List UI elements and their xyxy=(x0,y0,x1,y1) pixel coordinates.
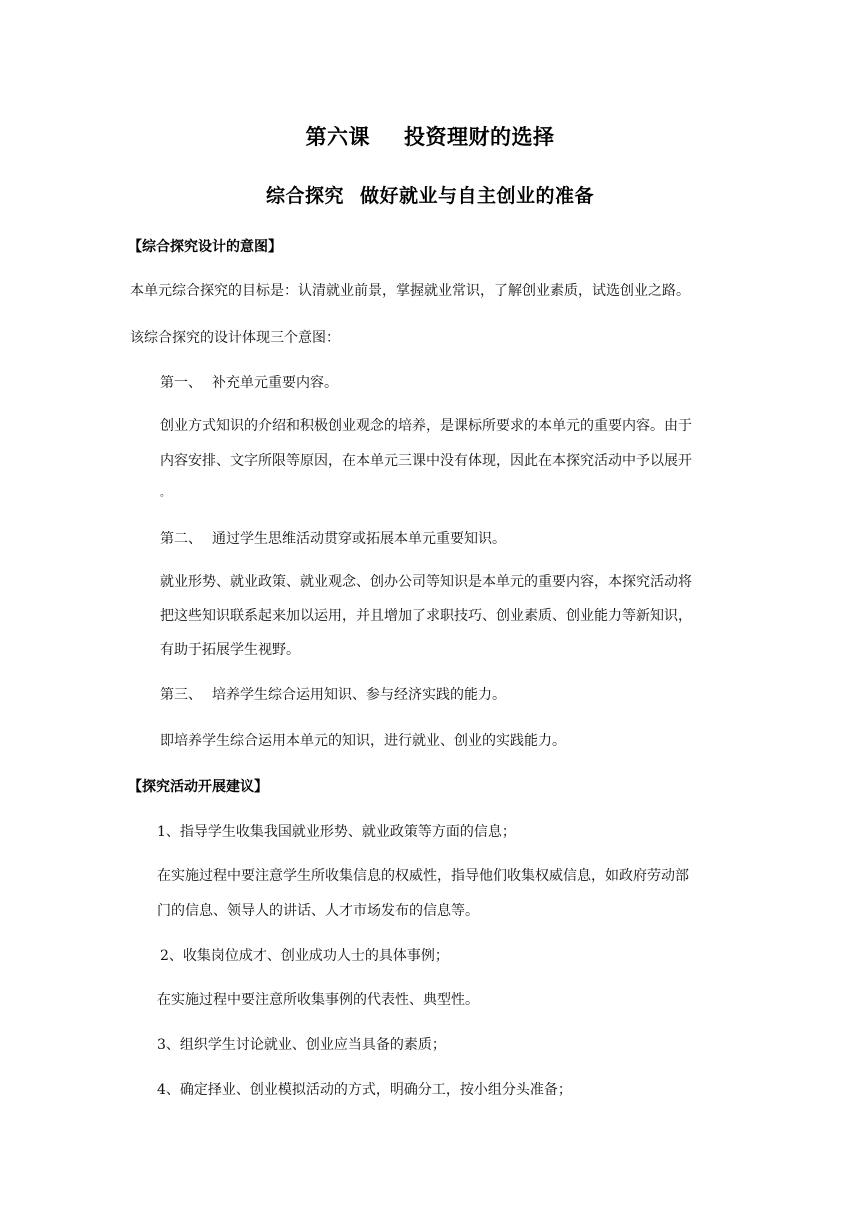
subtitle-label: 综合探究 xyxy=(265,185,344,207)
lesson-title-number: 第六课 xyxy=(305,125,370,149)
suggestion-item-1-note-line-1: 在实施过程中要注意学生所收集信息的权威性，指导他们收集权威信息，如政府劳动部 xyxy=(157,868,689,884)
intro-paragraph-line-2: 该综合探究的设计体现三个意图： xyxy=(130,330,340,346)
intent-point-2-body-line-3: 有助于拓展学生视野。 xyxy=(160,642,300,658)
lesson-title-topic: 投资理财的选择 xyxy=(404,125,555,149)
intent-point-1-body-line-1: 创业方式知识的介绍和积极创业观念的培养，是课标所要求的本单元的重要内容。由于 xyxy=(160,418,692,434)
intent-point-2-body-line-1: 就业形势、就业政策、就业观念、创办公司等知识是本单元的重要内容，本探究活动将 xyxy=(160,574,692,590)
intent-point-2-title: 通过学生思维活动贯穿或拓展本单元重要知识。 xyxy=(212,531,506,547)
intent-point-3-number: 第三、 xyxy=(160,687,202,703)
suggestion-item-1: 1、指导学生收集我国就业形势、就业政策等方面的信息； xyxy=(157,824,516,840)
intent-point-2 xyxy=(160,529,506,549)
suggestion-item-2: 2、收集岗位成才、创业成功人士的具体事例； xyxy=(160,948,449,964)
suggestion-item-3: 3、组织学生讨论就业、创业应当具备的素质； xyxy=(157,1037,446,1053)
section-heading-activity-suggestions: 【探究活动开展建议】 xyxy=(128,779,268,795)
lesson-subtitle xyxy=(0,181,860,208)
intent-point-1-title: 补充单元重要内容。 xyxy=(212,375,338,391)
intent-point-3 xyxy=(160,685,506,705)
intent-point-1 xyxy=(160,373,338,393)
intent-point-3-title: 培养学生综合运用知识、参与经济实践的能力。 xyxy=(212,687,506,703)
suggestion-item-1-note-line-2: 门的信息、领导人的讲话、人才市场发布的信息等。 xyxy=(157,903,479,919)
intro-paragraph-line-1: 本单元综合探究的目标是：认清就业前景，掌握就业常识，了解创业素质，试选创业之路。 xyxy=(130,283,690,299)
intent-point-3-body-line-1: 即培养学生综合运用本单元的知识，进行就业、创业的实践能力。 xyxy=(160,733,566,749)
subtitle-topic: 做好就业与自主创业的准备 xyxy=(360,185,595,207)
intent-point-1-number: 第一、 xyxy=(160,375,202,391)
intent-point-2-number: 第二、 xyxy=(160,531,202,547)
section-heading-design-intent: 【综合探究设计的意图】 xyxy=(128,239,282,255)
suggestion-item-4: 4、确定择业、创业模拟活动的方式，明确分工，按小组分头准备； xyxy=(157,1082,572,1098)
lesson-title xyxy=(0,121,860,151)
intent-point-1-body-line-2: 内容安排、文字所限等原因，在本单元三课中没有体现，因此在本探究活动中予以展开 xyxy=(160,453,692,469)
intent-point-2-body-line-2: 把这些知识联系起来加以运用，并且增加了求职技巧、创业素质、创业能力等新知识， xyxy=(160,608,692,624)
suggestion-item-2-note-line-1: 在实施过程中要注意所收集事例的代表性、典型性。 xyxy=(157,992,479,1008)
intent-point-1-body-line-3: 。 xyxy=(160,488,170,499)
